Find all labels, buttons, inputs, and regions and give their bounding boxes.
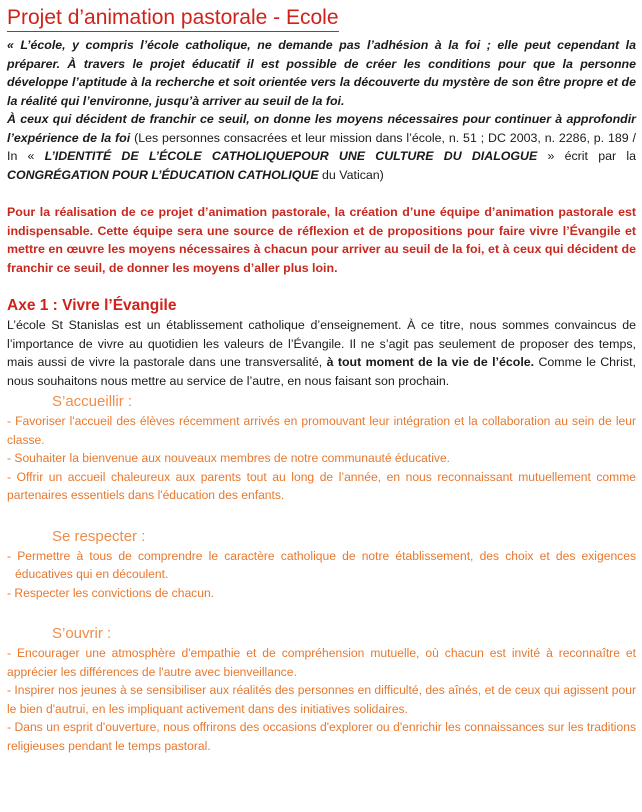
reference-document-title: L’IDENTITÉ DE L’ÉCOLE CATHOLIQUEPOUR UNE CULTURE DU DIALOGUE xyxy=(44,149,538,163)
reference-part-a: (Les personnes consacrées et leur mission dans l’école, n. 51 ; DC 2003, n. 2286, p. 189 / In « xyxy=(7,130,636,163)
page-title: Projet d’animation pastorale - Ecole xyxy=(7,6,339,32)
list-item: - Inspirer nos jeunes à se sensibiliser aux réalités des personnes en difficulté, des aînés, et de ceux qui agissent pour le bien d'autrui, en les impliquant activement dans des initiatives solidaires. xyxy=(7,683,636,716)
list-item: - Souhaiter la bienvenue aux nouveaux membres de notre communauté éducative. xyxy=(7,451,451,465)
axe-1-text xyxy=(7,316,636,390)
section-heading-respecter: Se respecter : xyxy=(52,527,146,545)
axe-1-heading: Axe 1 : Vivre l’Évangile xyxy=(7,297,177,314)
list-item: - Respecter les convictions de chacun. xyxy=(7,585,215,600)
section-heading-ouvrir: S’ouvrir : xyxy=(52,625,112,642)
section-list-respecter xyxy=(7,547,636,603)
section-heading-accueillir: S’accueillir : xyxy=(52,393,133,410)
list-item: - Encourager une atmosphère d'empathie et de compréhension mutuelle, où chacun est invité à reconnaître et apprécier les différences de l'autre avec bienveillance. xyxy=(7,646,636,679)
list-item: - Permettre à tous de comprendre le caractère catholique de notre établissement, des choix et des exigences éducatives qui en découlent. xyxy=(7,548,636,581)
axe-1-text-a: L’école St Stanislas est un établissement catholique d’enseignement. À ce titre, nous sommes convaincus de l’importance de vivre au quotidien les valeurs de l’Évangile. Il ne s’agit pas seulement de proposer des temps, mais aussi de vivre la pastorale dans une transversalité, xyxy=(7,318,636,369)
intro-paragraph: Pour la réalisation de ce projet d’animation pastorale, la création d’une équipe d’animation pastorale est indispensable. Cette équipe sera une source de réflexion et de propositions pour faire vivre l’Évangile et mettre en œuvre les moyens nécessaires à chacun pour arriver au seuil de la foi, et à ceux qui décident de franchir ce seuil, de donner les moyens d’aller plus loin. xyxy=(7,205,636,275)
list-item: - Favoriser l'accueil des élèves récemment arrivés en promouvant leur intégration et la collaboration au sein de leur classe. xyxy=(7,414,636,447)
reference-part-b: » écrit par la xyxy=(537,149,636,163)
quote-paragraph-1: « L’école, y compris l’école catholique, ne demande pas l’adhésion à la foi ; elle peut cependant la préparer. À travers le projet éducatif il est possible de créer les conditions pour que la personne développe l’aptitude à la recherche et soit orientée vers la découverte du mystère de son être propre et de la réalité qui l’environne, jusqu’à arriver au seuil de la foi. xyxy=(7,38,636,108)
quote-block xyxy=(7,36,636,184)
axe-1-text-bold: à tout moment de la vie de l’école. xyxy=(326,355,535,369)
quote-paragraph-2: À ceux qui décident de franchir ce seuil, on donne les moyens nécessaires pour continuer à approfondir l’expérience de la foi xyxy=(7,112,636,145)
list-item: - Offrir un accueil chaleureux aux parents tout au long de l’année, en nous reconnaissant mutuellement comme partenaires essentiels dans l'éducation des enfants. xyxy=(7,469,636,502)
section-list-accueillir xyxy=(7,412,636,505)
list-item: - Dans un esprit d'ouverture, nous offrirons des occasions d'explorer ou d'enrichir les connaissances sur les traditions religieuses pendant le temps pastoral. xyxy=(7,720,636,753)
reference-organization: CONGRÉGATION POUR L’ÉDUCATION CATHOLIQUE xyxy=(7,167,319,182)
axe-1-text-b: Comme le Christ, nous souhaitons nous mettre au service de l’autre, en nous faisant son prochain. xyxy=(7,355,636,388)
reference-part-c: du Vatican) xyxy=(318,167,384,182)
section-list-ouvrir xyxy=(7,644,636,755)
